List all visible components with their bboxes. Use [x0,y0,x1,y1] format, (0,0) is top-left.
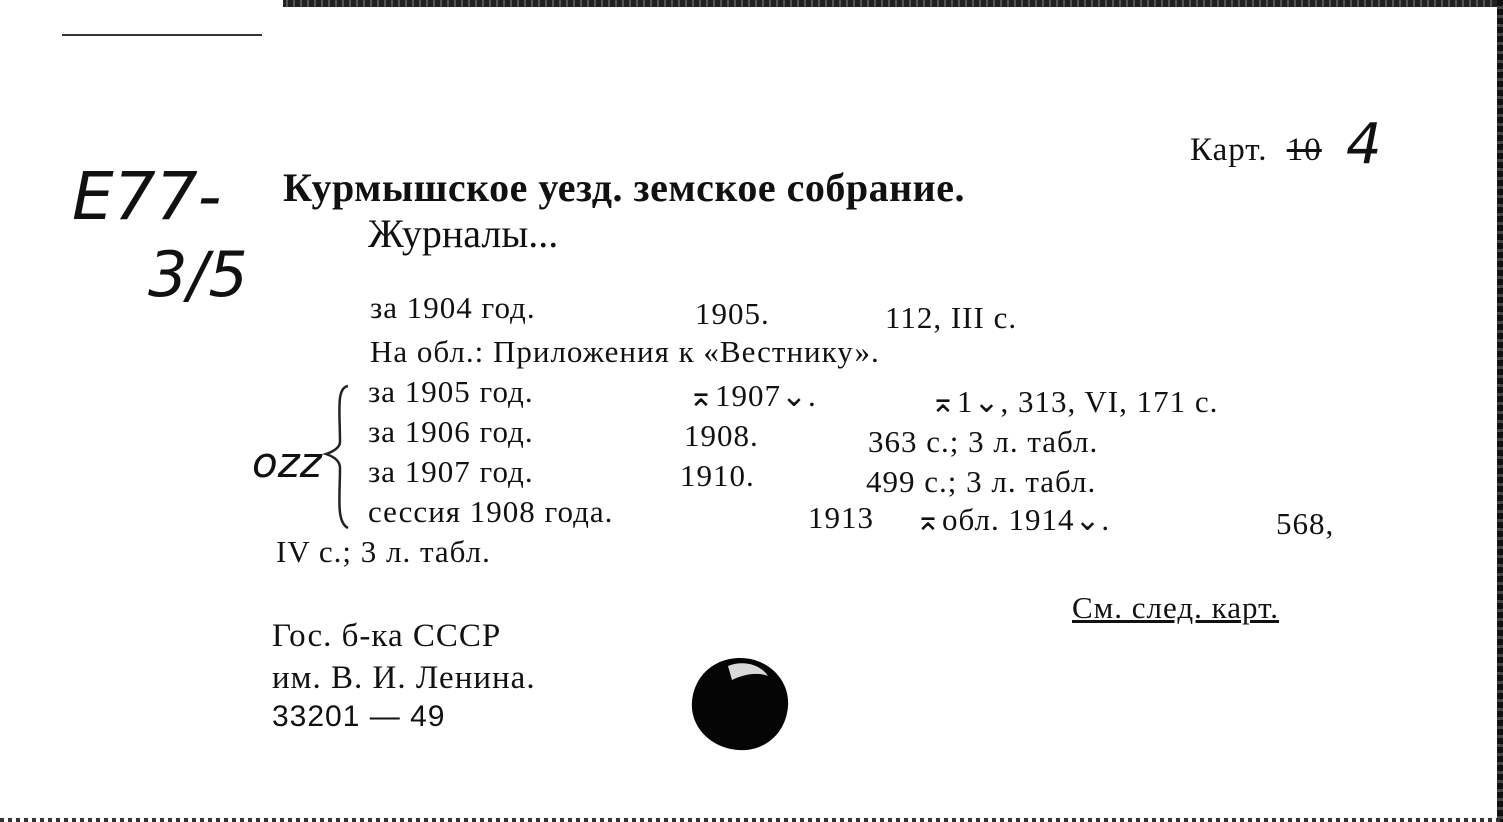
entry-1904-label: за 1904 год. [370,290,536,325]
entry-1907-pages: 499 с.; 3 л. табл. [866,464,1097,499]
brace-mark [318,382,358,532]
entry-1906-label: за 1906 год. [368,414,534,449]
card-right-edge [1497,0,1503,822]
card-bottom-edge [0,818,1503,822]
imprint-line-1: Гос. б-ка СССР [272,618,502,654]
entry-title: Курмышское уезд. земское собрание. [283,165,965,210]
entry-note: На обл.: Приложения к «Вестнику». [370,334,880,369]
entry-1904-pub-year: 1905. [695,296,770,331]
card-top-edge [283,0,1503,7]
entry-1906-pub-year: 1908. [684,418,759,453]
entry-1905-pages: ⌅1⌄, 313, VI, 171 с. [930,384,1219,419]
entry-1907-label: за 1907 год. [368,454,534,489]
cross-reference: См. след. карт. [1072,590,1280,625]
handwritten-shelf-mark-1: E77- [72,158,222,235]
punch-hole [688,654,792,754]
handwritten-side-note: ozz [252,438,322,487]
top-left-rule [62,34,262,36]
entry-1908-pages: 568, [1276,506,1335,541]
entry-1904-pages: 112, III с. [885,300,1018,335]
handwritten-card-correction: 4 [1346,112,1382,177]
entry-1908-cover: ⌅обл. 1914⌄. [915,502,1111,537]
card-number-label: Карт. [1190,132,1268,168]
entry-subtitle: Журналы... [368,211,559,256]
entry-1907-pub-year: 1910. [680,458,755,493]
card-number [1190,132,1322,169]
imprint-line-2: им. В. И. Ленина. [272,660,536,696]
imprint-line-3: 33201 — 49 [272,700,446,733]
entry-1906-pages: 363 с.; 3 л. табл. [868,424,1099,459]
entry-1905-label: за 1905 год. [368,374,534,409]
entry-1905-pub-year: ⌅1907⌄. [688,378,817,413]
card-number-value: 10 [1286,132,1322,168]
entry-continuation: IV с.; 3 л. табл. [276,534,491,569]
entry-1908-label: сессия 1908 года. [368,494,614,529]
handwritten-shelf-mark-2: 3/5 [148,238,248,311]
entry-1908-pub-year: 1913 [808,500,874,535]
